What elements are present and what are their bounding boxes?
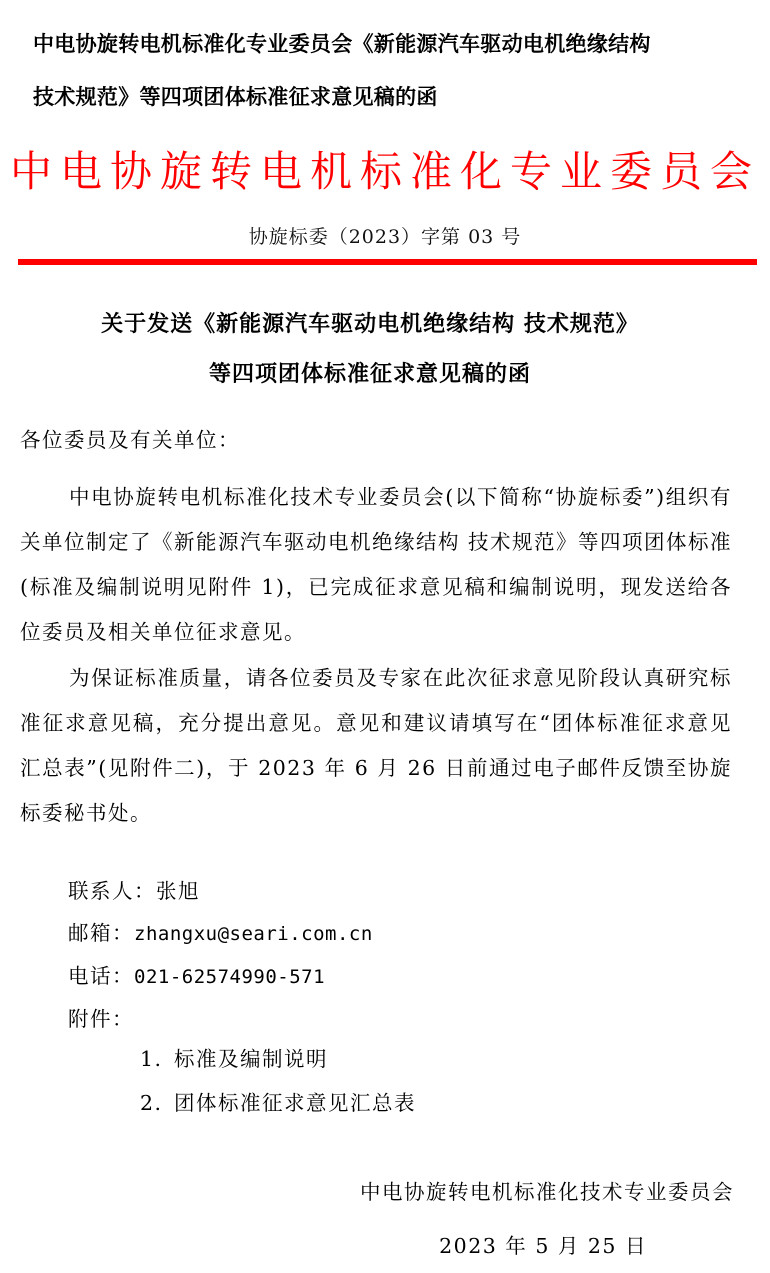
- attachment-title: 标准及编制说明: [174, 1047, 328, 1071]
- attachment-number: 1.: [140, 1047, 163, 1071]
- page-header: [33, 18, 758, 124]
- contact-phone-label: 电话：: [68, 964, 134, 988]
- attachment-item: [140, 1081, 416, 1125]
- document-number: 协旋标委（2023）字第 03 号: [248, 226, 522, 248]
- body-paragraph-1: 中电协旋转电机标准化技术专业委员会(以下简称“协旋标委”)组织有关单位制定了《新能源汽车驱动电机绝缘结构 技术规范》等四项团体标准(标准及编制说明见附件 1)，已完成征求意见稿和编制说明，现发送给各位委员及相关单位征求意见。: [20, 485, 733, 644]
- attachment-title: 团体标准征求意见汇总表: [174, 1091, 416, 1115]
- attachment-number: 2.: [140, 1091, 163, 1115]
- attachments-list: [140, 1037, 416, 1125]
- subject-title-line-2: 等四项团体标准征求意见稿的函: [208, 362, 531, 387]
- page-header-line-1: 中电协旋转电机标准化专业委员会《新能源汽车驱动电机绝缘结构: [33, 32, 651, 56]
- contact-block: [68, 870, 373, 1040]
- contact-email-label: 邮箱：: [68, 921, 134, 945]
- body-paragraph-2: 为保证标准质量，请各位委员及专家在此次征求意见阶段认真研究标准征求意见稿，充分提出意见。意见和建议请填写在“团体标准征求意见汇总表”(见附件二)，于 2023 年 6 月 26 日前通过电子邮件反馈至协旋标委秘书处。: [20, 666, 732, 825]
- letterhead-org-name: 中电协旋转电机标准化专业委员会: [9, 147, 760, 196]
- subject-title-line-1: 关于发送《新能源汽车驱动电机绝缘结构 技术规范》: [101, 312, 639, 337]
- page-header-line-2: 技术规范》等四项团体标准征求意见稿的函: [33, 85, 438, 109]
- signature-org: 中电协旋转电机标准化技术专业委员会: [360, 1180, 734, 1204]
- attachment-item: [140, 1037, 416, 1081]
- attachments-label: 附件：: [68, 1007, 134, 1031]
- contact-phone-number: 021-62574990-571: [134, 966, 326, 988]
- signature-block: [360, 1165, 734, 1273]
- letterhead-divider: [18, 259, 757, 265]
- contact-email-link[interactable]: zhangxu@seari.com.cn: [134, 923, 373, 945]
- contact-person-label: 联系人：: [68, 879, 156, 903]
- subject-title: [0, 300, 740, 400]
- contact-email-row: [68, 912, 373, 955]
- contact-phone-row: [68, 955, 373, 998]
- contact-person-name: 张旭: [156, 879, 200, 903]
- contact-person-row: [68, 870, 373, 912]
- salutation: 各位委员及有关单位：: [20, 428, 240, 452]
- signature-date: 2023 年 5 月 25 日: [439, 1234, 647, 1258]
